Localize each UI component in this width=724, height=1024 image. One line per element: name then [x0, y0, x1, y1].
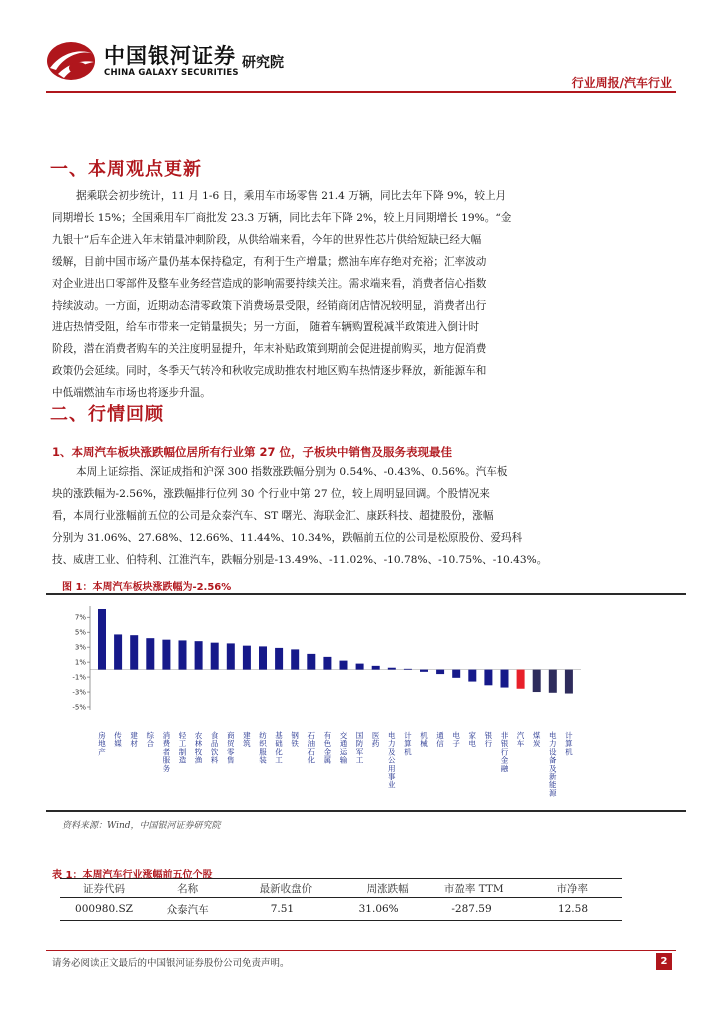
paragraph-line: 看，本周行业涨幅前五位的公司是众泰汽车、ST 曙光、海联金汇、康跃科技、超捷股份，涨幅: [52, 509, 494, 522]
x-tick-label: 传媒: [114, 731, 122, 749]
x-tick-label: 机械: [420, 731, 428, 749]
x-tick-label: 农林牧渔: [194, 731, 203, 765]
bar-建材: [130, 635, 138, 669]
x-tick-label: 煤炭: [532, 731, 541, 749]
footer-rule: [46, 950, 676, 951]
table-row: [60, 898, 622, 921]
col-header-code: 证券代码: [60, 879, 148, 898]
x-tick-label: 有色金属: [323, 731, 332, 765]
table-header-row: [60, 879, 622, 898]
x-tick-label: 医药: [371, 731, 380, 749]
bar-交通运输: [340, 661, 348, 670]
bar-煤炭: [533, 670, 541, 692]
x-axis-labels: [98, 730, 573, 797]
paragraph-line: 九银十”后车企进入年末销量冲刺阶段，从供给端来看，今年的世界性芯片供给短缺已经大幅: [52, 233, 482, 246]
bar-商贸零售: [227, 643, 235, 669]
col-header-pb: 市净率: [512, 879, 622, 898]
cell-code: 000980.SZ: [60, 898, 148, 921]
bar-series: [98, 609, 573, 694]
x-tick-label: 基础化工: [275, 731, 283, 765]
paragraph-line: 本周上证综指、深证成指和沪深 300 指数涨跌幅分别为 0.54%、-0.43%、0.56%。汽车板: [76, 466, 508, 478]
x-tick-label: 房地产: [98, 731, 106, 757]
paragraph-line: 政策仍会延续。同时，冬季天气转冷和秋收完成助推农村地区购车热情逐步释放，新能源车和: [52, 365, 487, 378]
x-tick-label: 电力设备及新能源: [549, 731, 557, 798]
y-tick-label: 3%: [74, 643, 86, 652]
col-header-weekly-change: 周涨跌幅: [322, 879, 417, 898]
y-tick-label: -1%: [72, 673, 86, 682]
bar-计算机2: [565, 670, 573, 694]
bar-电力设备及新能源: [549, 670, 557, 693]
col-header-close: 最新收盘价: [227, 879, 322, 898]
x-tick-label: 通信: [436, 731, 444, 749]
paragraph-line: 缓解，目前中国市场产量仍基本保持稳定，有利于生产增量；燃油车库存绝对充裕；汇率波动: [52, 255, 487, 268]
bar-轻工制造: [179, 640, 187, 669]
paragraph-line: 技、威唐工业、伯特利、江淮汽车，跌幅分别是-13.49%、-11.02%、-10.78%、-10.75%、-10.43%。: [52, 553, 548, 566]
page-number: 2: [656, 953, 672, 970]
x-tick-label: 钢铁: [291, 731, 299, 749]
figure-top-rule: [46, 593, 686, 595]
bar-医药: [372, 666, 380, 670]
top-gainers-table: [60, 878, 622, 921]
x-tick-label: 石油石化: [307, 731, 315, 765]
header-rule: [46, 91, 676, 93]
col-header-pe-ttm: 市盈率 TTM: [417, 879, 512, 898]
bar-钢铁: [291, 649, 299, 669]
x-tick-label: 商贸零售: [227, 731, 235, 765]
bar-非银行金融: [501, 670, 509, 688]
bar-有色金属: [323, 657, 331, 670]
market-review-body: [52, 462, 672, 572]
y-tick-label: -5%: [72, 703, 86, 712]
report-category: 行业周报/汽车行业: [571, 76, 672, 90]
bar-通信: [436, 670, 444, 674]
bar-基础化工: [275, 648, 283, 670]
cell-name: 众泰汽车: [148, 898, 227, 921]
x-tick-label: 轻工制造: [178, 731, 187, 765]
bar-电力及公用事业: [388, 668, 396, 670]
subsection-heading: 1、本周汽车板块涨跌幅位居所有行业第 27 位，子板块中销售及服务表现最佳: [52, 445, 453, 459]
paragraph-line: 中低端燃油车市场也将逐步升温。: [52, 387, 211, 400]
paragraph-line: 持续波动。一方面，近期动态清零政策下消费场景受限，经销商闭店情况较明显，消费者出行: [52, 299, 487, 312]
x-tick-label: 非银行金融: [500, 731, 509, 773]
cell-pb: 12.58: [512, 898, 622, 921]
section-heading-market-review: 二、行情回顾: [50, 404, 164, 425]
bar-农林牧渔: [195, 641, 203, 669]
x-tick-label: 银行: [484, 731, 493, 749]
bar-消费者服务: [162, 640, 170, 670]
y-tick-label: 7%: [74, 613, 86, 622]
table-caption: 表 1：本周汽车行业涨幅前五位个股: [52, 870, 213, 881]
paragraph-line: 据乘联会初步统计，11 月 1-6 日，乘用车市场零售 21.4 万辆，同比去年下降 9%，较上月: [76, 190, 507, 202]
paragraph-line: 块的涨跌幅为-2.56%，涨跌幅排行位列 30 个行业中第 27 位，较上周明显回调。个股情况来: [52, 487, 490, 500]
company-logo: [44, 38, 98, 84]
bar-国防军工: [356, 664, 364, 670]
x-tick-label: 计算机: [565, 731, 573, 757]
x-tick-label: 家电: [468, 731, 476, 749]
x-tick-label: 食品饮料: [210, 731, 219, 765]
bar-石油石化: [307, 654, 315, 670]
research-institute-label: 研究院: [242, 55, 284, 71]
cell-close: 7.51: [227, 898, 322, 921]
footer-disclaimer: 请务必阅读正文最后的中国银河证券股份公司免责声明。: [52, 958, 290, 969]
x-tick-label: 汽车: [516, 731, 525, 749]
y-tick-label: 1%: [74, 658, 86, 667]
bar-传媒: [114, 634, 122, 669]
x-tick-label: 电子: [452, 731, 460, 749]
logo-chinese-name: 中国银河证券: [104, 44, 236, 68]
figure-bottom-rule: [46, 810, 686, 812]
bar-机械: [420, 670, 428, 672]
bar-建筑: [243, 646, 251, 670]
paragraph-line: 同期增长 15%；全国乘用车厂商批发 23.3 万辆，同比去年下降 2%，较上月同期增长 19%。“金: [52, 211, 512, 224]
cell-weekly-change: 31.06%: [322, 898, 417, 921]
bar-银行: [484, 670, 492, 686]
section-heading-views: 一、本周观点更新: [50, 159, 202, 180]
bar-家电: [468, 670, 476, 682]
bar-计算机: [404, 669, 412, 670]
y-tick-label: 5%: [74, 628, 86, 637]
figure-source: 资料来源：Wind，中国银河证券研究院: [62, 821, 221, 831]
x-tick-label: 国防军工: [355, 731, 364, 765]
x-tick-label: 计算机: [404, 731, 412, 757]
x-tick-label: 消费者服务: [162, 731, 171, 773]
x-tick-label: 电力及公用事业: [388, 731, 396, 790]
section-views-body: [52, 186, 672, 405]
bar-食品饮料: [211, 643, 219, 670]
bar-综合: [146, 638, 154, 669]
figure-caption: 图 1：本周汽车板块涨跌幅为-2.56%: [62, 582, 232, 593]
col-header-name: 名称: [148, 879, 227, 898]
sector-returns-bar-chart: [46, 598, 686, 810]
x-tick-label: 纺织服装: [259, 731, 267, 765]
x-tick-label: 综合: [146, 731, 154, 749]
paragraph-line: 分别为 31.06%、27.68%、12.66%、11.44%、10.34%，跌幅前五位的公司是松原股份、爱玛科: [52, 531, 523, 544]
bar-汽车: [517, 670, 525, 689]
paragraph-line: 阶段，潜在消费者购车的关注度明显提升，年末补贴政策到期前会促进提前购买，地方促消费: [52, 343, 487, 356]
paragraph-line: 对企业进出口零部件及整车业务经营造成的影响需要持续关注。需求端来看，消费者信心指数: [52, 277, 487, 290]
y-tick-label: -3%: [72, 688, 86, 697]
bar-电子: [452, 670, 460, 678]
bar-纺织服装: [259, 646, 267, 669]
x-tick-label: 建材: [130, 731, 138, 749]
paragraph-line: 进店热情受阻，给车市带来一定销量损失；另一方面， 随着车辆购置税减半政策进入倒计时: [52, 321, 480, 334]
cell-pe-ttm: -287.59: [417, 898, 512, 921]
x-tick-label: 交通运输: [339, 731, 348, 765]
galaxy-logo-icon: [44, 38, 98, 84]
logo-english-name: CHINA GALAXY SECURITIES: [104, 68, 239, 78]
x-tick-label: 建筑: [243, 731, 251, 749]
bar-房地产: [98, 609, 106, 670]
